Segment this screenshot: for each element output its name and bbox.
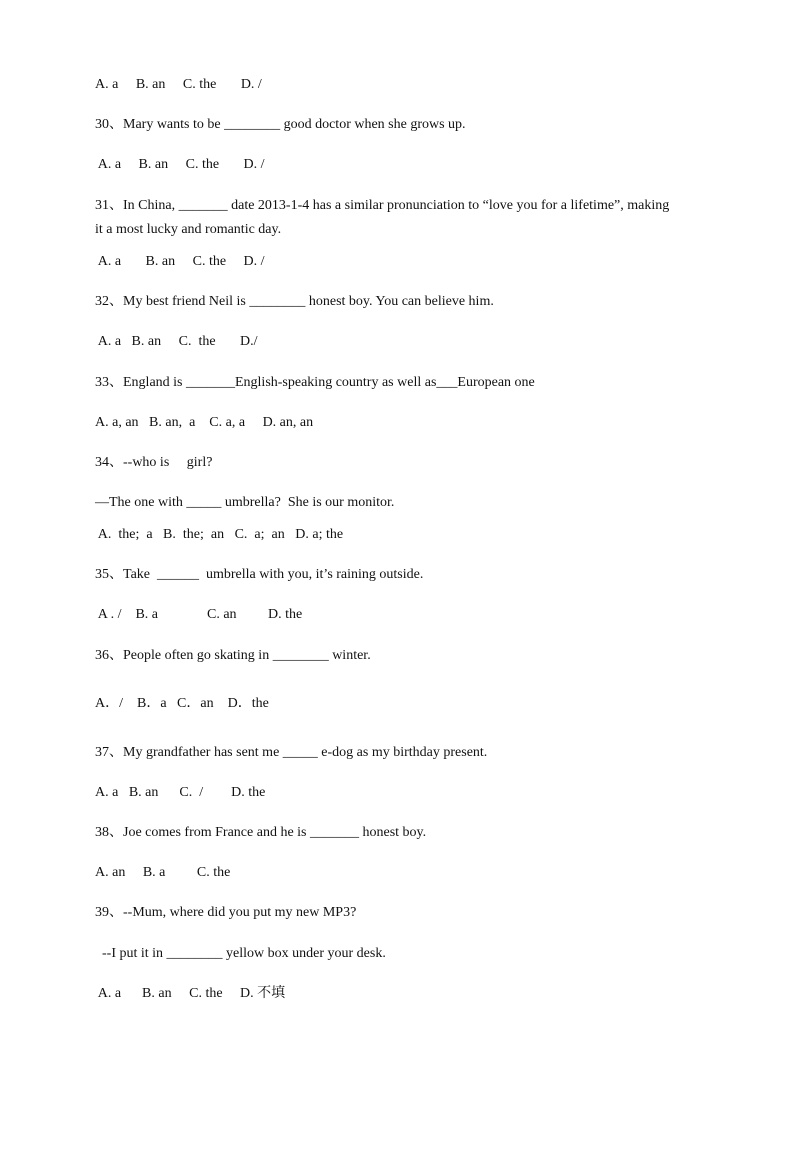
q34-options: A. the; a B. the; an C. a; an D. a; the [95, 527, 344, 542]
q37-question: 37、My grandfather has sent me _____ e-dog as my birthday present. [95, 745, 488, 760]
q30-options: A. a B. an C. the D. / [95, 157, 265, 172]
q33-question: 33、England is _______English-speaking country as well as___European one [95, 375, 535, 390]
q36-options: A．/ B．a C．an D．the [95, 696, 269, 711]
q35-options: A . / B. a C. an D. the [95, 607, 303, 622]
q30-question: 30、Mary wants to be ________ good doctor when she grows up. [95, 117, 466, 132]
q35-question: 35、Take ______ umbrella with you, it’s raining outside. [95, 567, 424, 582]
q39-question: 39、--Mum, where did you put my new MP3? [95, 905, 357, 920]
q34-question: 34、--who is girl? [95, 455, 213, 470]
q31-question: 31、In China, _______ date 2013-1-4 has a similar pronunciation to “love you for a lifetime”, making [95, 198, 670, 213]
q39-question-cont: --I put it in ________ yellow box under your desk. [95, 946, 386, 961]
q38-question: 38、Joe comes from France and he is _______ honest boy. [95, 825, 427, 840]
q37-options: A. a B. an C. / D. the [95, 785, 266, 800]
q39-options: A. a B. an C. the D. 不填 [95, 986, 286, 1001]
q34-question-cont: —The one with _____ umbrella? She is our monitor. [95, 495, 395, 510]
q33-options: A. a, an B. an, a C. a, a D. an, an [95, 415, 314, 430]
q32-options: A. a B. an C. the D./ [95, 334, 258, 349]
q29-options: A. a B. an C. the D. / [95, 77, 262, 92]
q36-question: 36、People often go skating in ________ winter. [95, 648, 371, 663]
q38-options: A. an B. a C. the [95, 865, 231, 880]
q32-question: 32、My best friend Neil is ________ honest boy. You can believe him. [95, 294, 494, 309]
q31-options: A. a B. an C. the D. / [95, 254, 265, 269]
q31-question-cont: it a most lucky and romantic day. [95, 222, 282, 237]
